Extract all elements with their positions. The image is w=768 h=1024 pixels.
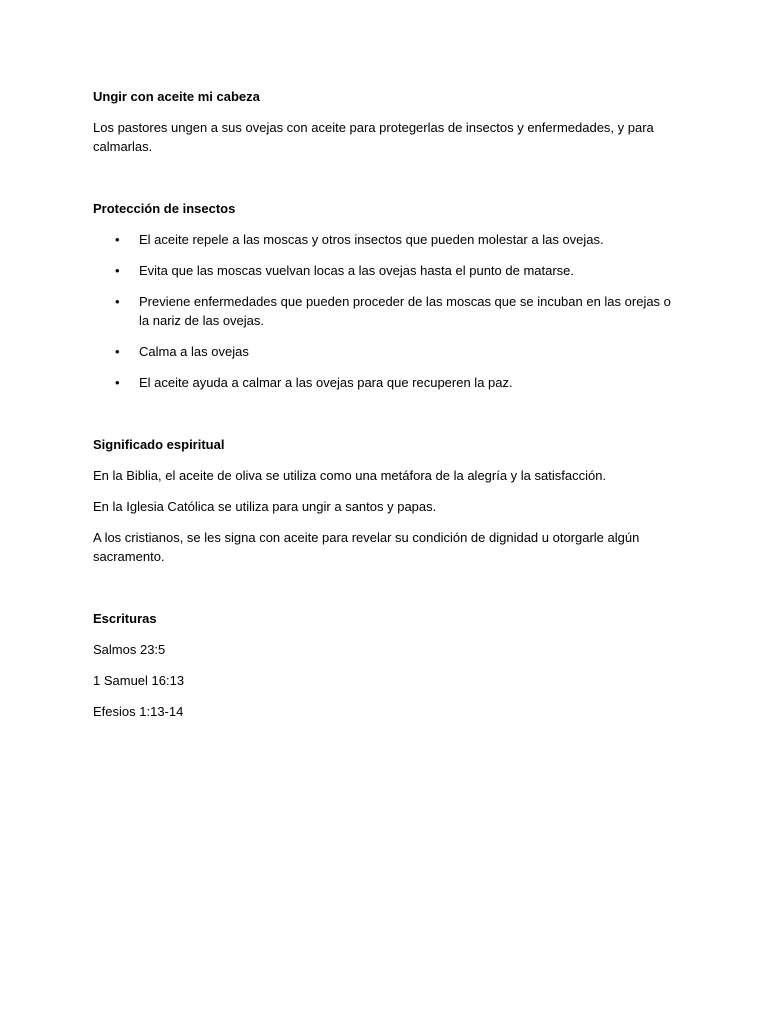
list-item-text: El aceite ayuda a calmar a las ovejas para que recuperen la paz. xyxy=(139,375,513,390)
bullet-icon: • xyxy=(115,375,120,390)
document-body xyxy=(93,87,675,721)
list-item-text: Previene enfermedades que pueden proceder de las moscas que se incuban en las orejas o la nariz de las ovejas. xyxy=(139,294,671,328)
section-heading-proteccion: Protección de insectos xyxy=(93,201,236,216)
scripture-reference: Salmos 23:5 xyxy=(93,642,166,657)
paragraph-iglesia: En la Iglesia Católica se utiliza para ungir a santos y papas. xyxy=(93,499,437,514)
bullet-icon: • xyxy=(115,232,120,247)
list-item xyxy=(93,261,675,280)
scripture-reference: 1 Samuel 16:13 xyxy=(93,673,185,688)
list-item-text: Calma a las ovejas xyxy=(139,344,249,359)
list-item xyxy=(93,292,675,330)
bullet-list xyxy=(93,230,675,392)
bullet-icon: • xyxy=(115,263,120,278)
section-heading-significado: Significado espiritual xyxy=(93,437,225,452)
intro-paragraph: Los pastores ungen a sus ovejas con aceite para protegerlas de insectos y enfermedades, y para calmarlas. xyxy=(93,120,654,154)
list-item xyxy=(93,342,675,361)
scripture-reference: Efesios 1:13-14 xyxy=(93,704,184,719)
section-heading-escrituras: Escrituras xyxy=(93,611,157,626)
paragraph-biblia: En la Biblia, el aceite de oliva se utiliza como una metáfora de la alegría y la satisfacción. xyxy=(93,468,607,483)
list-item-text: El aceite repele a las moscas y otros insectos que pueden molestar a las ovejas. xyxy=(139,232,604,247)
list-item xyxy=(93,373,675,392)
bullet-icon: • xyxy=(115,344,120,359)
bullet-icon: • xyxy=(115,294,120,309)
list-item xyxy=(93,230,675,249)
paragraph-cristianos: A los cristianos, se les signa con aceite para revelar su condición de dignidad u otorgarle algún sacramento. xyxy=(93,530,640,564)
list-item-text: Evita que las moscas vuelvan locas a las ovejas hasta el punto de matarse. xyxy=(139,263,575,278)
section-heading-ungir: Ungir con aceite mi cabeza xyxy=(93,89,260,104)
